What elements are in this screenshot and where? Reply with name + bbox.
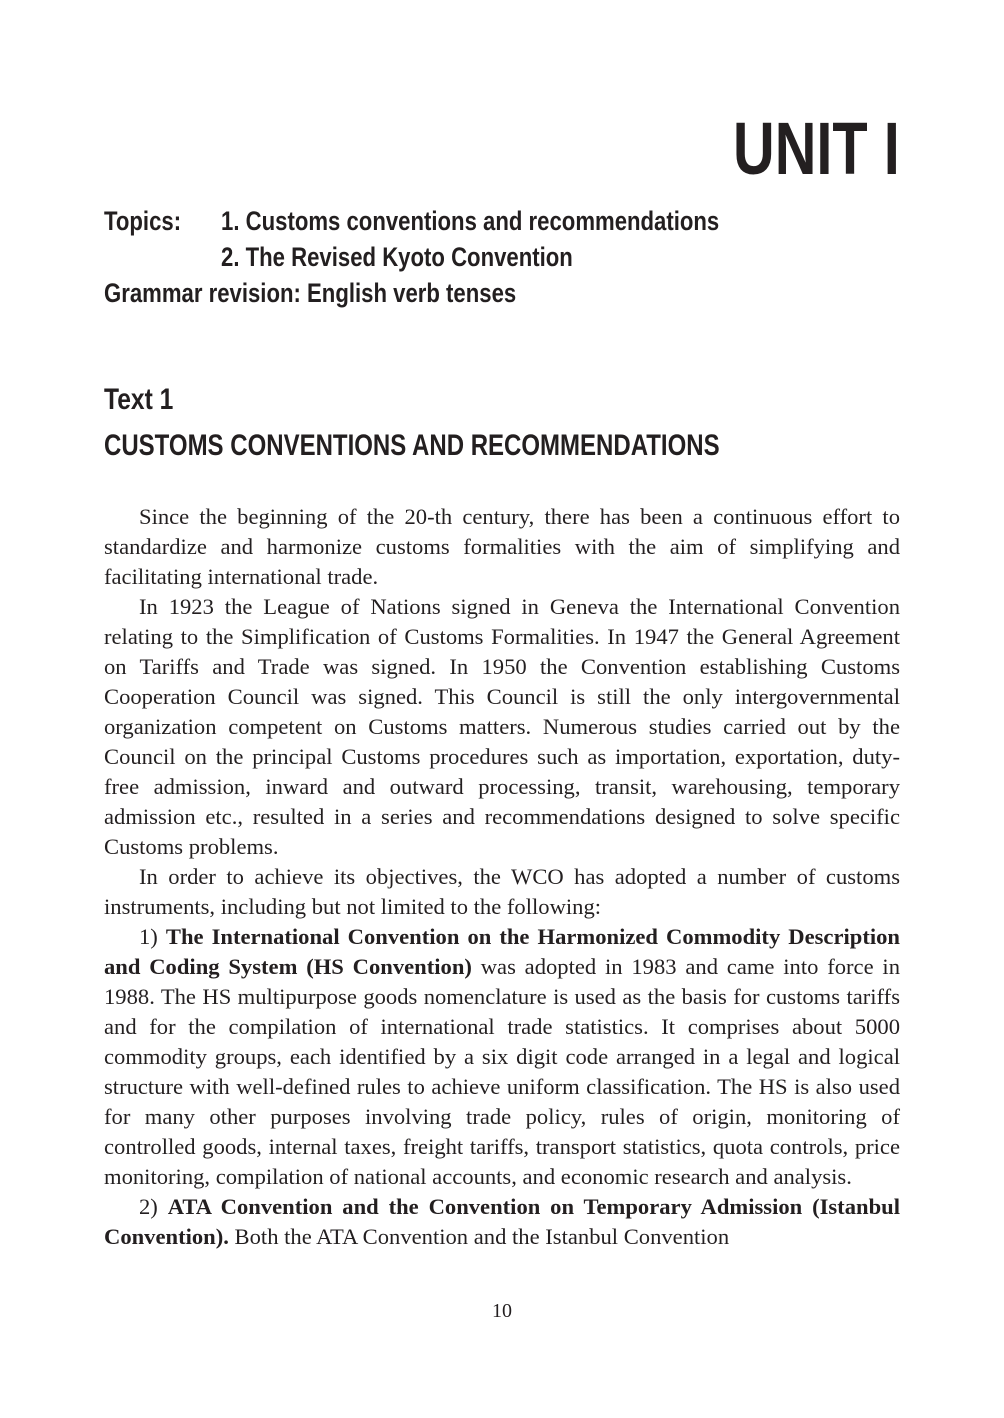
paragraph-3: In order to achieve its objectives, the WCO has adopted a number of customs instruments, including but not limited to the following:	[104, 864, 900, 919]
paragraph-4	[104, 922, 900, 1192]
paragraph-5	[104, 1192, 900, 1252]
paragraph-2: In 1923 the League of Nations signed in Geneva the International Convention relating to the Simplification of Customs Formalities. In 1947 the General Agreement on Tariffs and Trade was signed. In 1950 the Convention establishing Customs Cooperation Council was signed. This Council is still the only intergovernmental organization competent on Customs matters. Numerous studies carried out by the Council on the principal Customs procedures such as importation, exportation, duty-free admission, inward and outward processing, transit, warehousing, temporary admission etc., resulted in a series and recommendations designed to solve specific Customs problems.	[104, 594, 900, 859]
body-text	[104, 502, 900, 1252]
topic-2: 2. The Revised Kyoto Convention	[221, 242, 573, 272]
hs-convention-text: was adopted in 1983 and came into force in 1988. The HS multipurpose goods nomenclature is used as the basis for customs tariffs and for the compilation of international trade statistics. It comprises about 5000 commodity groups, each identified by a six digit code arranged in a legal and logical structure with well-defined rules to achieve uniform classification. The HS is also used for many other purposes involving trade policy, rules of origin, monitoring of controlled goods, internal taxes, freight tariffs, transport statistics, quota controls, price monitoring, compilation of national accounts, and economic research and analysis.	[104, 954, 900, 1189]
item-number: 1)	[139, 924, 166, 949]
hs-convention-title: The International Convention on the Harmonized Commodity Description and Coding System (HS Convention)	[104, 924, 900, 979]
text-number: Text 1	[104, 383, 174, 416]
topics-label: Topics:	[104, 206, 182, 236]
grammar-revision: Grammar revision: English verb tenses	[104, 278, 517, 308]
ata-convention-title: ATA Convention and the Convention on Temporary Admission (Istanbul Convention).	[104, 1194, 900, 1249]
text-title: CUSTOMS CONVENTIONS AND RECOMMENDATIONS	[104, 429, 720, 462]
item-number: 2)	[139, 1194, 168, 1219]
paragraph-1: Since the beginning of the 20-th century, there has been a continuous effort to standardize and harmonize customs formalities with the aim of simplifying and facilitating international trade.	[104, 504, 900, 589]
unit-title: UNIT I	[733, 107, 900, 190]
ata-convention-text: Both the ATA Convention and the Istanbul Convention	[228, 1224, 730, 1249]
page-number: 10	[492, 1300, 512, 1322]
topic-1: 1. Customs conventions and recommendations	[221, 206, 720, 236]
